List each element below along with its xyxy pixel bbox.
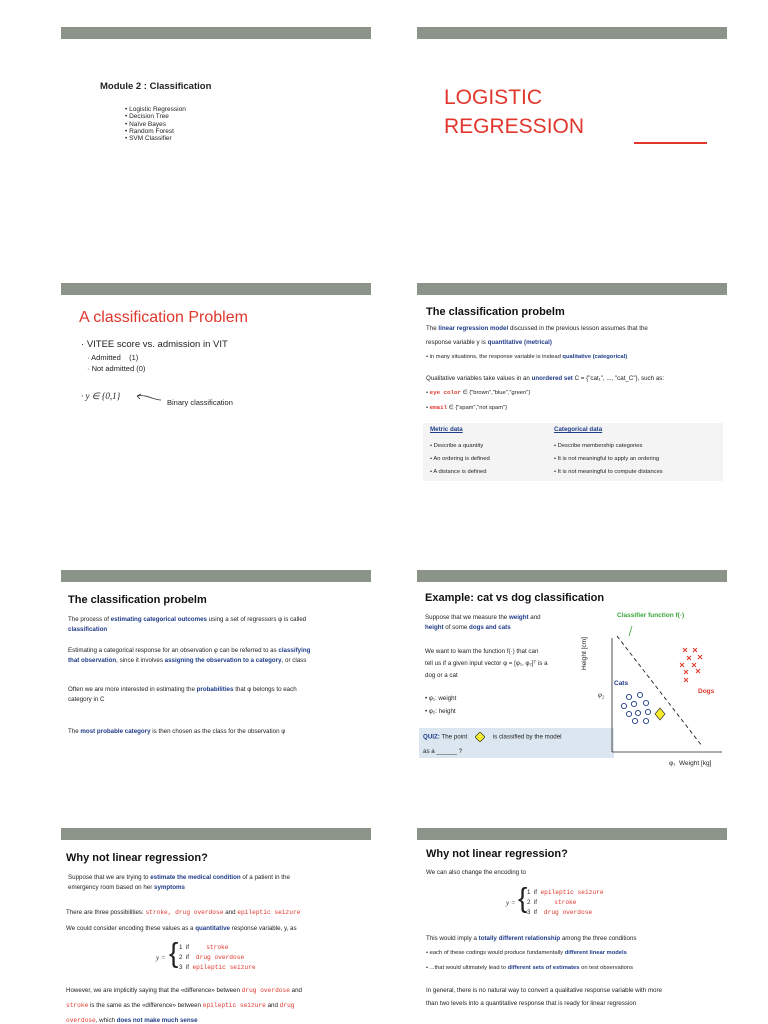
code-value: 2 — [179, 954, 183, 961]
code: drug overdose — [241, 987, 290, 994]
dog-point — [698, 655, 702, 659]
highlight: totally different relationship — [478, 935, 561, 942]
text: C = {"cat₁", ..., "cat_C"}, such as: — [574, 375, 665, 382]
slide-title-logistic — [417, 27, 727, 227]
paragraph — [66, 986, 366, 996]
text: dog or a cat — [425, 672, 458, 679]
categorical-list — [554, 440, 663, 479]
column-title: Categorical data — [554, 426, 603, 433]
paragraph — [68, 727, 363, 737]
text: ...that would ultimately lead to — [429, 965, 507, 971]
text: The point — [441, 733, 468, 741]
dog-points — [680, 648, 702, 682]
highlight: estimating categorical outcomes — [110, 616, 207, 623]
slide-header-bar — [417, 828, 727, 840]
list-item: • φ₂: height — [425, 708, 456, 715]
paragraph — [426, 984, 726, 1010]
text: φ₁: weight — [428, 695, 457, 702]
title-line: LOGISTIC — [444, 86, 543, 109]
slide-why-not-linear-regression-2 — [417, 828, 727, 1024]
quiz-text — [423, 732, 562, 742]
cat-point — [637, 692, 642, 697]
highlight: classification — [68, 625, 108, 633]
if-label: if — [533, 909, 537, 916]
text: We could consider encoding these values as a — [66, 925, 194, 932]
cats-label: Cats — [614, 680, 629, 687]
text: Qualitative variables take values in an — [426, 375, 530, 382]
highlight: that observation — [68, 656, 117, 664]
text: discussed in the previous lesson assumes that the — [509, 325, 648, 332]
bullet: • ...that would ultimately lead to different sets of estimates on test observations — [426, 965, 633, 971]
quiz-label: QUIZ: — [423, 733, 440, 741]
quiz-blank: as a ______ ? — [423, 748, 463, 755]
text: in many situations, the response variable is instead — [429, 354, 561, 360]
topic-item: • Naïve Bayes — [125, 121, 186, 128]
list-item: • It is not meaningful to compute distances — [554, 466, 663, 479]
cat-point — [643, 700, 648, 705]
topic-item: • Decision Tree — [125, 113, 186, 120]
y-equals: y = — [506, 899, 516, 907]
paragraph — [66, 1001, 366, 1011]
text: The — [426, 325, 437, 332]
paragraph — [425, 646, 590, 682]
example-bullet: • email ∈ {"spam","not spam"} — [426, 404, 508, 411]
cat-points — [621, 692, 650, 723]
encoding-row — [179, 963, 256, 973]
slide-header-bar — [417, 283, 727, 295]
text: However, we are implicitly saying that the «difference» between — [66, 987, 240, 994]
dog-point — [684, 670, 688, 674]
highlight: probabilities — [196, 686, 234, 693]
text: each of these codings would produce fundamentally — [429, 950, 564, 956]
x-axis-label: φ₁ Weight [kg] — [669, 760, 712, 767]
slide-module-overview — [61, 27, 371, 227]
slide-header-bar — [61, 283, 371, 295]
cat-point — [635, 710, 640, 715]
text: and — [267, 1002, 278, 1009]
paragraph — [426, 338, 552, 348]
column-title: Metric data — [430, 426, 463, 433]
paragraph — [68, 685, 363, 704]
set-label: y ∈ {0,1} — [85, 391, 121, 401]
text: We want to learn the function f(·) that can — [425, 648, 539, 655]
paragraph — [66, 1016, 366, 1024]
example-bullet: • eye color ∈ {"brown","blue","green"} — [426, 389, 531, 396]
metric-list — [430, 440, 490, 479]
text: , which — [95, 1017, 115, 1024]
y-variable-label: φ₂ — [598, 691, 605, 699]
text: using a set of regressors φ is called — [208, 616, 307, 623]
dog-point — [687, 656, 691, 660]
slide-title: Why not linear regression? — [426, 848, 568, 860]
code: stroke — [66, 1002, 89, 1009]
title-underline — [634, 142, 707, 144]
code: drug — [279, 1002, 295, 1009]
slide-header-bar — [417, 27, 727, 39]
text: ∈ {"brown","blue","green"} — [462, 390, 531, 396]
slide-title — [444, 83, 584, 141]
text: and — [530, 614, 541, 621]
list-item: • Describe a quantity — [430, 440, 490, 453]
topic-item: • SVM Classifier — [125, 135, 186, 142]
encoding-row — [527, 908, 604, 918]
slide-header-bar — [61, 27, 371, 39]
text: is the same as the «difference» between — [90, 1002, 202, 1009]
variable-list — [425, 692, 456, 718]
cat-point — [643, 718, 648, 723]
cat-point — [632, 718, 637, 723]
brace: { — [169, 937, 179, 968]
slide-classification-problem-definition — [417, 283, 727, 483]
text: and — [291, 987, 302, 994]
bullet: • in many situations, the response variable is instead qualitative (categorical) — [426, 354, 628, 360]
text: category in C — [68, 695, 105, 703]
slide-classification-problem — [61, 283, 371, 483]
topic-item: • Logistic Regression — [125, 106, 186, 113]
topic-item: • Random Forest — [125, 128, 186, 135]
highlight: dogs and cats — [469, 623, 511, 631]
list-item: • An ordering is defined — [430, 453, 490, 466]
highlight: assigning the observation to a category — [164, 656, 282, 664]
highlight: unordered set — [531, 375, 573, 382]
dog-point — [692, 663, 696, 667]
if-label: if — [533, 889, 537, 896]
text: There are three possibilities: — [66, 909, 144, 916]
condition: stroke — [554, 899, 577, 906]
text: of a patient in the — [242, 874, 290, 881]
sub-bullet: · Admitted (1) — [87, 353, 139, 362]
text: In general, there is no natural way to convert a qualitative response variable with more — [426, 987, 662, 994]
text: response variable y is — [426, 339, 486, 346]
list-item: • A distance is defined — [430, 466, 490, 479]
cat-point — [626, 694, 631, 699]
if-label: if — [185, 944, 189, 951]
text: ∈ {"spam","not spam"} — [448, 405, 508, 411]
code: email — [429, 404, 448, 411]
slide-title: The classification probelm — [426, 306, 565, 318]
list-item: • Describe membership categories — [554, 440, 663, 453]
code-value: 2 — [527, 899, 531, 906]
dog-point — [696, 669, 700, 673]
encoding-row — [527, 888, 604, 898]
highlight: weight — [508, 614, 529, 621]
module-heading: Module 2 : Classification — [100, 81, 212, 92]
highlight: does not make much sense — [116, 1017, 198, 1024]
text: The — [68, 728, 79, 735]
bullet-text: · VITEE score vs. admission in VIT — [81, 339, 228, 350]
highlight: most probable category — [80, 728, 151, 735]
topic-list — [125, 106, 186, 142]
dog-point — [683, 648, 687, 652]
sub-label: Admitted (1) — [91, 353, 139, 362]
list-item: • φ₁: weight — [425, 695, 457, 702]
encoding-row — [527, 898, 604, 908]
brace: { — [518, 882, 528, 913]
paragraph — [425, 613, 585, 632]
code: epileptic seizure — [202, 1002, 266, 1009]
bullet-label: VITEE score vs. admission in VIT — [86, 339, 228, 350]
paragraph — [68, 873, 368, 892]
condition: epileptic seizure — [540, 889, 604, 896]
text: is then chosen as the class for the observation φ — [152, 728, 286, 735]
highlight: different sets of estimates — [507, 965, 580, 971]
paragraph — [68, 615, 363, 634]
paragraph: We can also change the encoding to — [426, 869, 526, 876]
binary-annotation: Binary classification — [167, 398, 233, 407]
text: that φ belongs to each — [235, 686, 297, 693]
slide-title: Why not linear regression? — [66, 852, 208, 864]
diamond-icon — [475, 732, 485, 742]
code-value: 1 — [527, 889, 531, 896]
classifier-pointer — [629, 626, 632, 636]
highlight: estimate the medical condition — [150, 874, 241, 881]
slide-header-bar — [61, 570, 371, 582]
cat-point — [621, 703, 626, 708]
dog-point — [684, 678, 688, 682]
classifier-label: Classifier function f(·) — [617, 612, 685, 619]
paragraph — [426, 934, 637, 944]
text: on test observations — [581, 965, 633, 971]
slide-title: Example: cat vs dog classification — [425, 592, 605, 604]
highlight: classifying — [278, 647, 311, 654]
slide-title: The classification probelm — [68, 594, 207, 606]
highlight: quantitative — [195, 925, 230, 932]
sub-label: Not admitted (0) — [91, 364, 146, 373]
slide-title: A classification Problem — [79, 309, 248, 326]
paragraph — [426, 374, 664, 384]
highlight: linear regression model — [438, 325, 509, 332]
highlight: different linear models — [564, 950, 627, 956]
text: Suppose that we measure the — [425, 614, 508, 621]
bullet: • each of these codings would produce fundamentally different linear models — [426, 950, 627, 956]
set-expression: · y ∈ {0,1} — [81, 391, 121, 401]
highlight: qualitative (categorical) — [562, 354, 628, 360]
condition: stroke — [206, 944, 229, 951]
code: eye color — [429, 389, 461, 396]
query-point-diamond — [655, 708, 665, 720]
slide-cat-vs-dog — [417, 570, 727, 770]
highlight: height — [425, 623, 444, 631]
sub-bullet: · Not admitted (0) — [87, 364, 146, 373]
code-value: 1 — [179, 944, 183, 951]
encoding-table — [179, 943, 256, 973]
y-equals: y = — [156, 954, 166, 962]
condition: drug overdose — [195, 954, 245, 961]
slide-header-bar — [61, 828, 371, 840]
text: and — [225, 909, 236, 916]
encoding-row — [179, 953, 256, 963]
title-line: REGRESSION — [444, 115, 585, 138]
dog-point — [680, 663, 684, 667]
text: , since it involves — [116, 656, 163, 664]
condition: epileptic seizure — [192, 964, 256, 971]
code-value: 3 — [527, 909, 531, 916]
text: Estimating a categorical response for an observation φ can be referred to as — [68, 647, 277, 654]
paragraph — [66, 924, 297, 934]
cat-point — [645, 709, 650, 714]
list-item: • It is not meaningful to apply an ordering — [554, 453, 663, 466]
code: stroke, drug overdose — [145, 909, 224, 916]
text: Often we are more interested in estimating the — [68, 686, 195, 693]
cat-point — [631, 701, 636, 706]
if-label: if — [185, 954, 189, 961]
text: Suppose that we are trying to — [68, 874, 149, 881]
slide-why-not-linear-regression — [61, 828, 371, 1024]
text: This would imply a — [426, 935, 477, 942]
slide-classification-process — [61, 570, 371, 770]
text: response variable, y, as — [231, 925, 297, 932]
text: among the three conditions — [561, 935, 637, 942]
cat-point — [626, 711, 631, 716]
paragraph — [426, 324, 721, 334]
highlight: quantitative (metrical) — [487, 339, 552, 346]
arrow-icon — [133, 391, 163, 405]
text: of some — [445, 623, 468, 631]
text: than two levels into a quantitative response that is ready for linear regression — [426, 1000, 637, 1007]
if-label: if — [533, 899, 537, 906]
encoding-row — [179, 943, 256, 953]
code: epileptic seizure — [237, 909, 301, 916]
text: φ₂: height — [428, 708, 456, 715]
y-axis-label: Height [cm] — [581, 637, 588, 670]
paragraph — [68, 646, 363, 665]
text: is classified by the model — [492, 733, 562, 741]
encoding-table — [527, 888, 604, 918]
slide-header-bar — [417, 570, 727, 582]
if-label: if — [185, 964, 189, 971]
paragraph — [66, 908, 300, 918]
code-value: 3 — [179, 964, 183, 971]
text: The process of — [68, 616, 109, 623]
code: overdose — [66, 1017, 96, 1024]
dogs-label: Dogs — [698, 688, 715, 695]
text: , or class — [281, 656, 307, 664]
classifier-boundary — [617, 636, 702, 746]
dog-point — [693, 648, 697, 652]
text: tell us if a given input vector φ = [φ₁, φ₂]ᵀ is a — [425, 660, 548, 667]
condition: drug overdose — [543, 909, 593, 916]
highlight: symptoms — [154, 883, 185, 891]
text: emergency room based on her — [68, 883, 153, 891]
